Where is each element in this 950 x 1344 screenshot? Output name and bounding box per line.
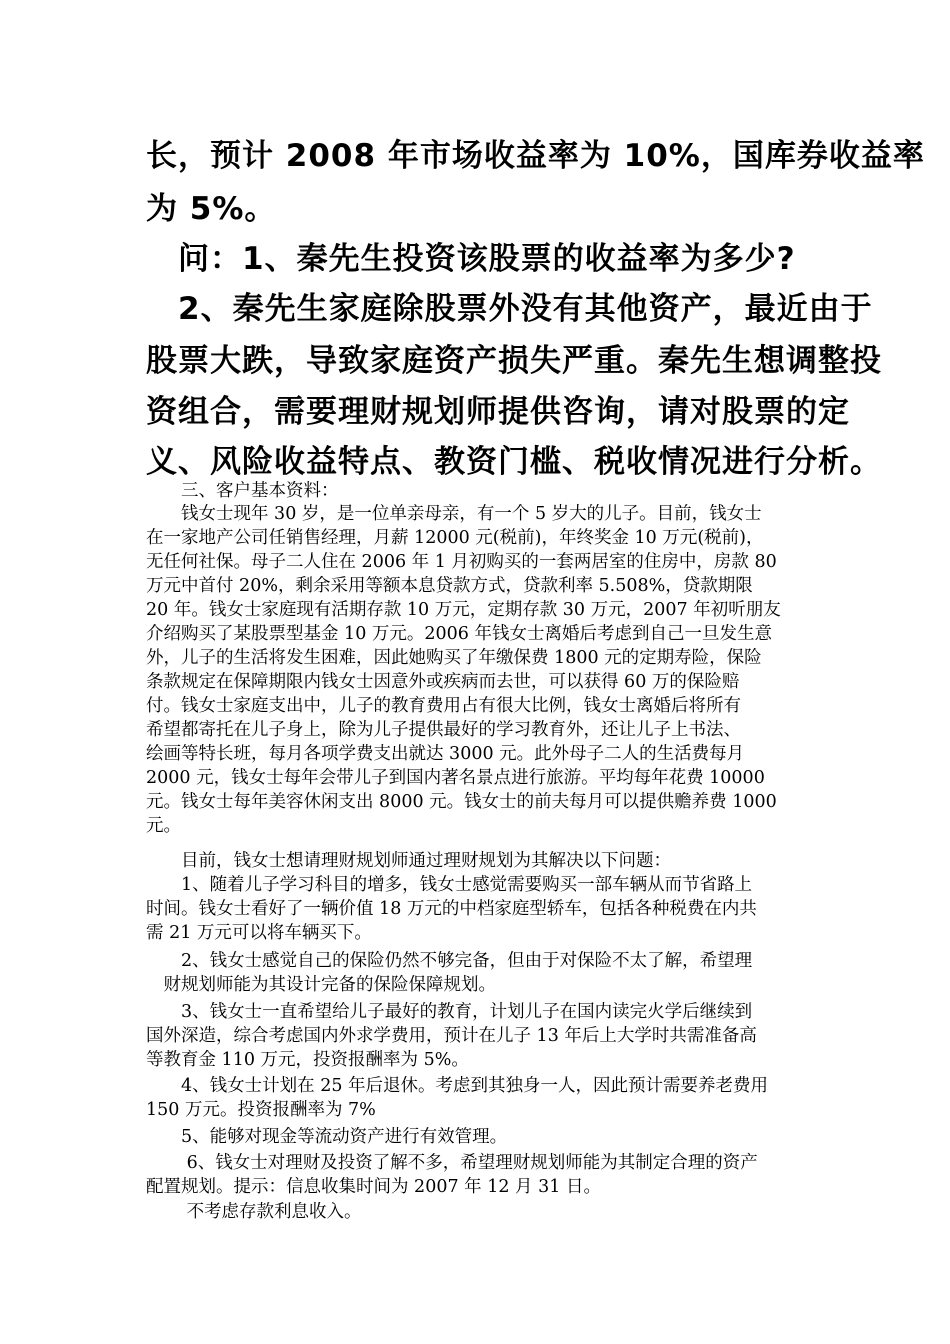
text-line: 义、风险收益特点、教资门槛、税收情况进行分析。 [146, 444, 882, 480]
text-line: 等教育金 110 万元，投资报酬率为 5%。 [146, 1050, 469, 1070]
text-line: 元。 [146, 816, 181, 836]
text-line: 条款规定在保障期限内钱女士因意外或疾病而去世，可以获得 60 万的保险赔 [146, 672, 740, 692]
text-line: 需 21 万元可以将车辆买下。 [146, 923, 372, 943]
text-line: 150 万元。投资报酬率为 7% [146, 1100, 376, 1120]
text-line: 20 年。钱女士家庭现有活期存款 10 万元，定期存款 30 万元，2007 年初听朋友 [146, 600, 781, 620]
text-line: 介绍购买了某股票型基金 10 万元。2006 年钱女士离婚后考虑到自己一旦发生意 [146, 624, 772, 644]
text-line: 2000 元，钱女士每年会带儿子到国内著名景点进行旅游。平均每年花费 10000 [146, 768, 765, 788]
text-line: 在一家地产公司任销售经理，月薪 12000 元(税前)，年终奖金 10 万元(税前)， [146, 528, 764, 548]
text-line: 付。钱女士家庭支出中，儿子的教育费用占有很大比例，钱女士离婚后将所有 [146, 696, 741, 716]
text-line: 目前，钱女士想请理财规划师通过理财规划为其解决以下问题： [146, 851, 671, 871]
list-item: 2、钱女士感觉自己的保险仍然不够完备，但由于对保险不太了解，希望理 [146, 951, 753, 971]
text-line: 外，儿子的生活将发生困难，因此她购买了年缴保费 1800 元的定期寿险，保险 [146, 648, 762, 668]
text-line: 钱女士现年 30 岁，是一位单亲母亲，有一个 5 岁大的儿子。目前，钱女士 [146, 504, 762, 524]
section-heading: 三、客户基本资料： [146, 481, 339, 501]
text-line: 资组合，需要理财规划师提供咨询，请对股票的定 [146, 394, 850, 430]
text-line: 财规划师能为其设计完备的保险保障规划。 [146, 975, 496, 995]
list-item: 4、钱女士计划在 25 年后退休。考虑到其独身一人，因此预计需要养老费用 [146, 1076, 769, 1096]
list-item: 5、能够对现金等流动资产进行有效管理。 [146, 1127, 508, 1147]
question-line: 2、秦先生家庭除股票外没有其他资产，最近由于 [146, 291, 873, 327]
list-item: 3、钱女士一直希望给儿子最好的教育，计划儿子在国内读完火学后继续到 [146, 1002, 753, 1022]
text-line: 时间。钱女士看好了一辆价值 18 万元的中档家庭型轿车，包括各种税费在内共 [146, 899, 757, 919]
text-line: 国外深造，综合考虑国内外求学费用，预计在儿子 13 年后上大学时共需准备高 [146, 1026, 757, 1046]
list-item: 6、钱女士对理财及投资了解不多，希望理财规划师能为其制定合理的资产 [146, 1153, 758, 1173]
text-line: 股票大跌，导致家庭资产损失严重。秦先生想调整投 [146, 343, 882, 379]
text-line: 无任何社保。母子二人住在 2006 年 1 月初购买的一套两居室的住房中，房款 80 [146, 552, 777, 572]
text-line: 为 5%。 [146, 191, 277, 227]
text-line: 希望都寄托在儿子身上，除为儿子提供最好的学习教育外，还让儿子上书法、 [146, 720, 741, 740]
text-line: 不考虑存款利息收入。 [146, 1202, 362, 1222]
text-line: 绘画等特长班，每月各项学费支出就达 3000 元。此外母子二人的生活费每月 [146, 744, 745, 764]
text-line: 长，预计 2008 年市场收益率为 10%，国库券收益率 [146, 138, 925, 174]
text-line: 配置规划。提示：信息收集时间为 2007 年 12 月 31 日。 [146, 1177, 601, 1197]
text-line: 元。钱女士每年美容休闲支出 8000 元。钱女士的前夫每月可以提供赡养费 1000 [146, 792, 777, 812]
question-line: 问：1、秦先生投资该股票的收益率为多少? [146, 241, 796, 277]
text-line: 万元中首付 20%，剩余采用等额本息贷款方式，贷款利率 5.508%，贷款期限 [146, 576, 753, 596]
list-item: 1、随着儿子学习科目的增多，钱女士感觉需要购买一部车辆从而节省路上 [146, 875, 753, 895]
